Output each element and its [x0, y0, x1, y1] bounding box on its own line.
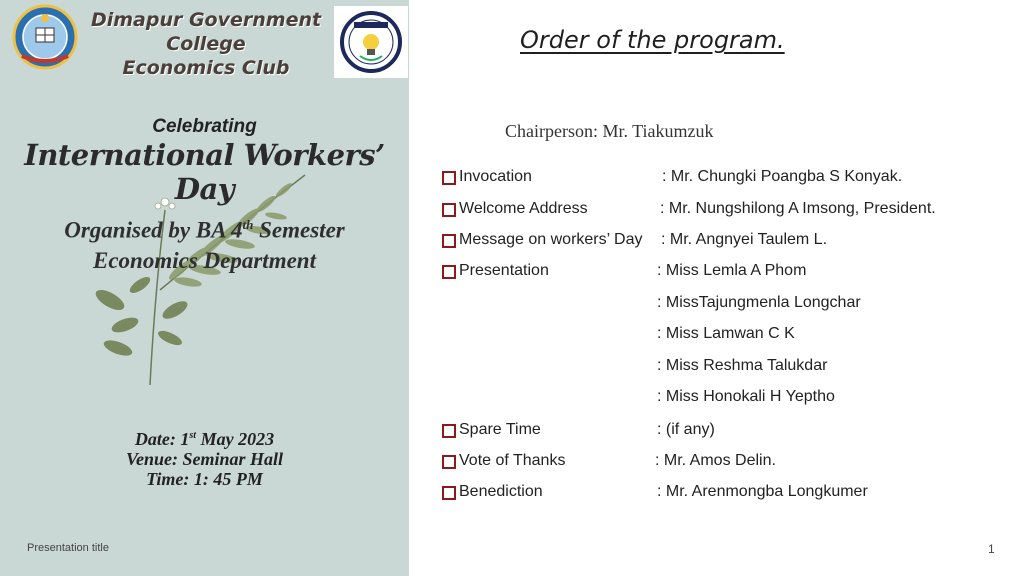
college-name — [80, 8, 332, 80]
program-item-label: Welcome Address — [459, 200, 588, 217]
program-item-speaker: : Mr. Angnyei Taulem L. — [661, 231, 828, 248]
organiser-line2: Economics Department — [93, 247, 316, 273]
program-item — [442, 262, 1002, 286]
program-item-speaker: : Mr. Nungshilong A Imsong, President. — [660, 200, 936, 217]
program-item-label: Invocation — [459, 168, 532, 185]
program-item — [442, 388, 1002, 412]
program-item — [442, 294, 1002, 318]
checkbox-bullet-icon — [442, 234, 456, 248]
organiser-line1: Organised by BA 4th Semester — [64, 217, 345, 243]
left-panel — [0, 0, 409, 576]
checkbox-bullet-icon — [442, 455, 456, 469]
footer-presentation-title: Presentation title — [27, 542, 109, 554]
event-details — [0, 426, 409, 489]
program-item — [442, 452, 1002, 476]
program-item-label: Spare Time — [459, 421, 541, 438]
checkbox-bullet-icon — [442, 203, 456, 217]
program-item-speaker: : Miss Lamwan C K — [657, 325, 795, 342]
program-item — [442, 325, 1002, 349]
program-item-speaker: : MissTajungmenla Longchar — [657, 294, 861, 311]
organiser-text — [0, 210, 409, 276]
checkbox-bullet-icon — [442, 265, 456, 279]
program-heading: Order of the program. — [520, 26, 785, 54]
event-time: Time: 1: 45 PM — [146, 469, 263, 489]
program-item — [442, 231, 1002, 255]
checkbox-bullet-icon — [442, 424, 456, 438]
event-venue: Venue: Seminar Hall — [125, 449, 284, 469]
chairperson: Chairperson: Mr. Tiakumzuk — [505, 121, 714, 141]
program-item — [442, 421, 1002, 445]
program-item-speaker: : Miss Lemla A Phom — [657, 262, 807, 279]
program-item-speaker: : Mr. Chungki Poangba S Konyak. — [662, 168, 903, 185]
program-item-speaker: : Miss Reshma Talukdar — [657, 357, 828, 374]
program-item-speaker: : Mr. Arenmongba Longkumer — [657, 483, 868, 500]
program-item-label: Benediction — [459, 483, 543, 500]
economics-club-logo — [334, 6, 408, 78]
program-item — [442, 200, 1002, 224]
program-item-label: Presentation — [459, 262, 549, 279]
event-title: International Workers’ Day — [24, 138, 385, 206]
program-item-speaker: : (if any) — [657, 421, 715, 438]
program-item-label: Vote of Thanks — [459, 452, 566, 469]
program-item — [442, 168, 1002, 192]
college-logo — [12, 4, 78, 70]
fern-illustration — [80, 170, 310, 385]
program-item — [442, 483, 1002, 507]
college-name-line1: Dimapur Government College — [90, 9, 322, 55]
program-item-speaker: : Miss Honokali H Yeptho — [657, 388, 835, 405]
program-item-speaker: : Mr. Amos Delin. — [655, 452, 776, 469]
checkbox-bullet-icon — [442, 486, 456, 500]
page-number: 1 — [988, 542, 995, 556]
checkbox-bullet-icon — [442, 171, 456, 185]
event-date: Date: 1st May 2023 — [134, 429, 275, 449]
program-item — [442, 357, 1002, 381]
program-item-label: Message on workers’ Day — [459, 231, 643, 248]
college-name-line2: Economics Club — [122, 57, 290, 79]
celebrating-label: Celebrating — [152, 116, 257, 137]
